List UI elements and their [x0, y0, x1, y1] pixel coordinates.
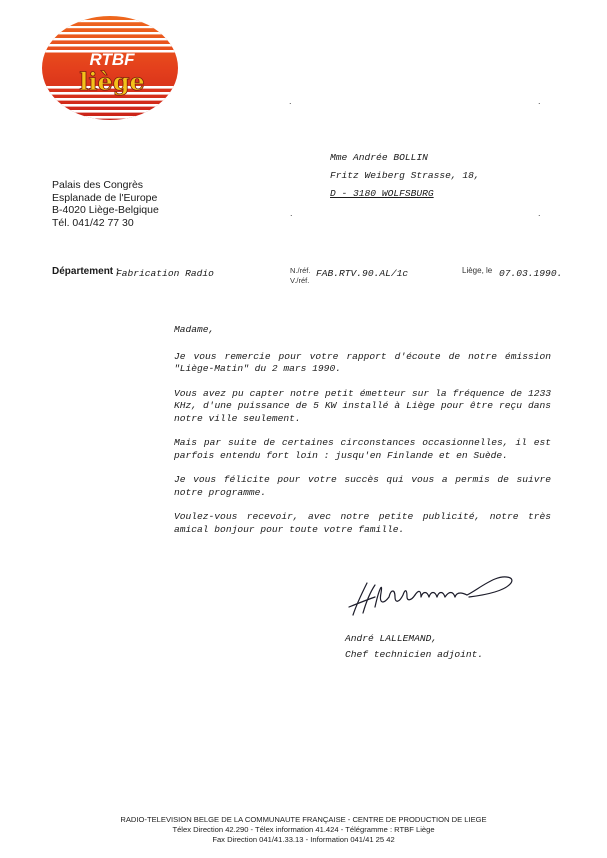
handwritten-signature: [345, 569, 530, 619]
signer-title: Chef technicien adjoint.: [345, 649, 484, 660]
sender-address: [52, 179, 159, 229]
reference-value: FAB.RTV.90.AL/1c: [316, 268, 409, 279]
recipient-city: D - 3180 WOLFSBURG: [330, 188, 434, 199]
sender-line: Esplanade de l'Europe: [52, 191, 158, 204]
paragraph: Mais par suite de certaines circonstances occasionnelles, il est parfois entendu fort loin : jusqu'en Finlande et en Suède.: [174, 437, 551, 461]
letterhead-footer: [0, 815, 607, 845]
recipient-address: [330, 149, 480, 203]
department-label: Département :: [52, 266, 120, 277]
footer-line: RADIO-TELEVISION BELGE DE LA COMMUNAUTE FRANÇAISE - CENTRE DE PRODUCTION DE LIEGE: [120, 815, 487, 824]
footer-line: Télex Direction 42.290 - Télex information 41.424 - Télégramme : RTBF Liège: [172, 825, 435, 834]
sender-line: B-4020 Liège-Belgique: [52, 204, 159, 216]
logo-rtbf-text: RTBF: [89, 50, 135, 69]
letter-date: 07.03.1990.: [499, 268, 563, 279]
signer-block: [345, 631, 483, 663]
our-ref-label: N./réf.: [290, 266, 311, 275]
signer-name: André LALLEMAND,: [345, 633, 438, 644]
margin-dot: .: [538, 96, 541, 106]
paragraph: Je vous remercie pour votre rapport d'écoute de notre émission "Liège-Matin" du 2 mars 1990.: [174, 350, 551, 374]
sender-line: Tél. 041/42 77 30: [52, 216, 134, 229]
greeting: Madame,: [174, 324, 215, 335]
margin-dot: .: [289, 96, 292, 106]
reference-labels: [290, 266, 310, 286]
margin-dot: .: [290, 208, 293, 218]
paragraph: Je vous félicite pour votre succès qui vous a permis de suivre notre programme.: [174, 474, 551, 498]
paragraph: Vous avez pu capter notre petit émetteur sur la fréquence de 1233 KHz, d'une puissance de 5 KW installé à Liège pour être reçu dans notre ville seulement.: [174, 387, 551, 424]
footer-line: Fax Direction 041/41.33.13 - Information 041/41 25 42: [212, 835, 395, 844]
margin-dot: .: [538, 208, 541, 218]
department-value: Fabrication Radio: [116, 268, 214, 279]
letter-body: [174, 324, 551, 548]
rtbf-liege-logo: [40, 14, 180, 122]
sender-line: Palais des Congrès: [52, 179, 144, 191]
paragraph: Voulez-vous recevoir, avec notre petite publicité, notre très amical bonjour pour toute votre famille.: [174, 511, 551, 535]
place-label: Liège, le: [462, 266, 493, 275]
recipient-name: Mme Andrée BOLLIN: [330, 152, 428, 163]
recipient-street: Fritz Weiberg Strasse, 18,: [330, 170, 480, 181]
your-ref-label: V./réf.: [290, 276, 310, 285]
logo-liege-text: liège: [79, 67, 145, 96]
